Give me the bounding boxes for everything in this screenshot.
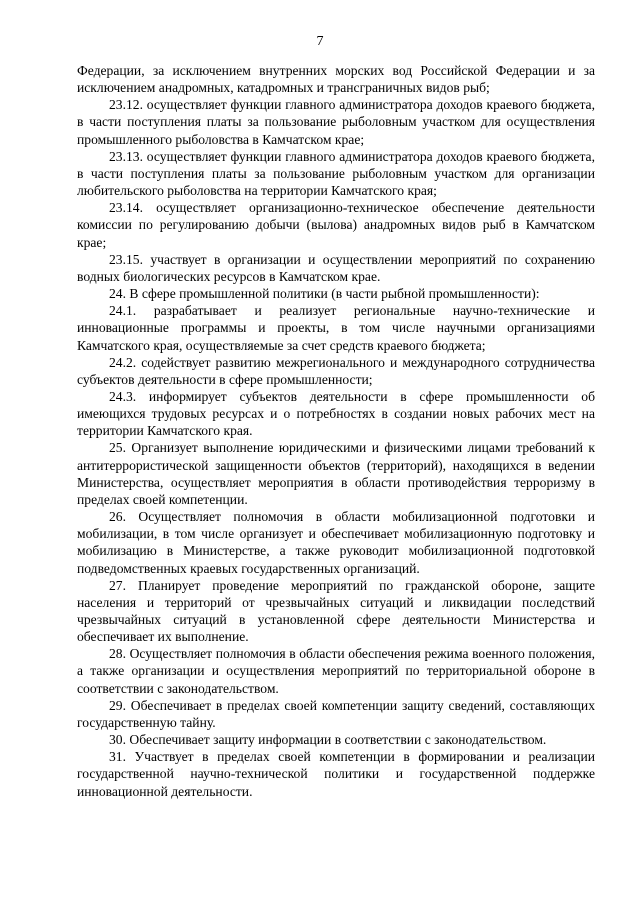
paragraph-24-3: 24.3. информирует субъектов деятельности в сфере промышленности об имеющихся трудовых ресурсах и о потребностях в создании новых рабочих мест на территории Камчатского края.	[77, 388, 595, 439]
paragraph-26: 26. Осуществляет полномочия в области мобилизационной подготовки и мобилизации, в том числе организует и обеспечивает мобилизационную подготовку и мобилизацию в Министерстве, а также руководит мобилизационной подготовкой подведомственных краевых государственных организаций.	[77, 509, 595, 576]
paragraph-23-12: 23.12. осуществляет функции главного администратора доходов краевого бюджета, в части поступления платы за пользование рыболовным участком для осуществления промышленного рыболовства в Камчатском крае;	[77, 97, 595, 147]
paragraph-continuation: Федерации, за исключением внутренних морских вод Российской Федерации и за исключением анадромных, катадромных и трансграничных видов рыб;	[77, 63, 595, 96]
paragraph-24-1: 24.1. разрабатывает и реализует региональные научно-технические и инновационные программы и проекты, в том числе научными организациями Камчатского края, осуществляемые за счет средств краевого бюджета;	[77, 303, 595, 353]
paragraph-24-2: 24.2. содействует развитию межрегионального и международного сотрудничества субъектов деятельности в сфере промышленности;	[77, 354, 595, 387]
paragraph-24: 24. В сфере промышленной политики (в части рыбной промышленности):	[109, 286, 540, 302]
paragraph-27: 27. Планирует проведение мероприятий по гражданской обороне, защите населения и территорий от чрезвычайных ситуаций и ликвидации последствий чрезвычайных ситуаций в установленной сфере деятельности Министерства и обеспечивает их выполнение.	[77, 577, 595, 645]
paragraph-29: 29. Обеспечивает в пределах своей компетенции защиту сведений, составляющих государственную тайну.	[77, 697, 595, 730]
paragraph-25: 25. Организует выполнение юридическими и физическими лицами требований к антитеррористической защищенности объектов (территорий), находящихся в ведении Министерства, осуществляет мероприятия в области противодействия терроризму в пределах своей компетенции.	[77, 440, 595, 507]
paragraph-31: 31. Участвует в пределах своей компетенции в формировании и реализации государственной научно-технической политики и государственной поддержке инновационной деятельности.	[77, 749, 595, 799]
paragraph-28: 28. Осуществляет полномочия в области обеспечения режима военного положения, а также организации и осуществления мероприятий по территориальной обороне в соответствии с законодательством.	[77, 646, 595, 696]
paragraph-30: 30. Обеспечивает защиту информации в соответствии с законодательством.	[109, 732, 547, 748]
paragraph-23-14: 23.14. осуществляет организационно-техническое обеспечение деятельности комиссии по регулированию добычи (вылова) анадромных видов рыб в Камчатском крае;	[77, 200, 595, 250]
page-number: 7	[316, 34, 324, 49]
document-body	[77, 62, 595, 800]
paragraph-23-13: 23.13. осуществляет функции главного администратора доходов краевого бюджета, в части поступления платы за пользование рыболовным участком для организации любительского рыболовства на территории Камчатского края;	[77, 148, 595, 199]
paragraph-23-15: 23.15. участвует в организации и осуществлении мероприятий по сохранению водных биологических ресурсов в Камчатском крае.	[77, 251, 595, 284]
